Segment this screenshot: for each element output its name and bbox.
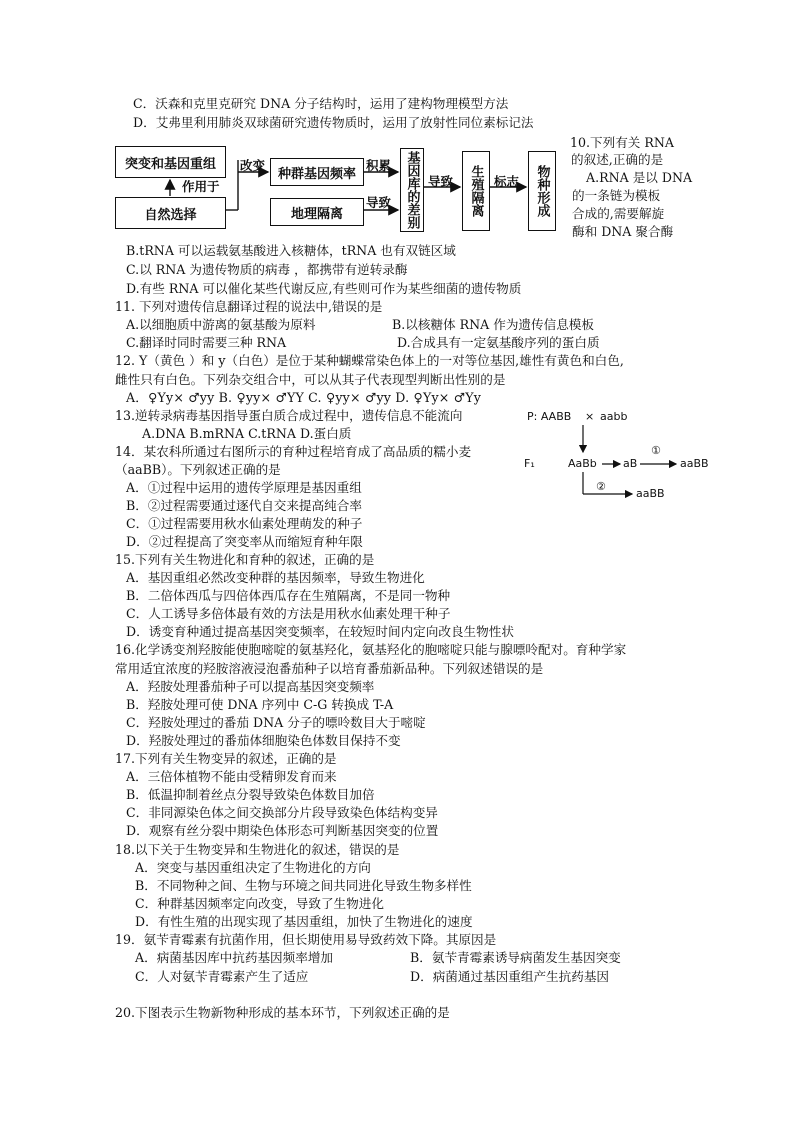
q16-option-b: B．羟胺处理可使 DNA 序列中 C-G 转换成 T-A (126, 697, 394, 712)
q12-stem-2: 雌性只有白色。下列杂交组合中，可以从其子代表现型判断出性别的是 (115, 372, 506, 387)
q12-options: A．♀Yy× ♂yy B. ♀yy× ♂YY C. ♀yy× ♂yy D. ♀Yy× ♂Yy (126, 390, 482, 405)
q11-option-b: B.以核糖体 RNA 作为遗传信息模板 (392, 317, 594, 332)
box-geographic-isolation: 地理隔离 (270, 198, 364, 226)
label-acts-on: 作用于 (182, 179, 220, 194)
q19-stem: 19．氨苄青霉素有抗菌作用，但长期使用易导致药效下降。其原因是 (115, 932, 497, 947)
q17-option-a: A．三倍体植物不能由受精卵发育而来 (126, 769, 337, 784)
q15-option-a: A．基因重组必然改变种群的基因频率，导致生物进化 (126, 570, 425, 585)
breeding-cross-sign: × (585, 410, 595, 423)
q19-option-d: D．病菌通过基因重组产生抗药基因 (410, 969, 610, 984)
q18-option-b: B．不同物种之间、生物与环境之间共同进化导致生物多样性 (135, 878, 472, 893)
q17-option-c: C．非同源染色体之间交换部分片段导致染色体结构变异 (126, 805, 438, 820)
q10-option-d: D.有些 RNA 可以催化某些代谢反应,有些则可作为某些细菌的遗传物质 (126, 281, 522, 296)
q19-option-b: B．氨苄青霉素诱导病菌发生基因突变 (410, 950, 621, 965)
q13-stem: 13.逆转录病毒基因指导蛋白质合成过程中，遗传信息不能流向 (115, 408, 463, 423)
q15-stem: 15.下列有关生物进化和育种的叙述，正确的是 (115, 552, 375, 567)
q14-option-d: D．②过程提高了突变率从而缩短育种年限 (126, 534, 363, 549)
breeding-result-1: aaBB (680, 457, 709, 470)
q16-option-a: A．羟胺处理番茄种子可以提高基因突变频率 (126, 679, 375, 694)
q16-stem-2: 常用适宜浓度的羟胺溶液浸泡番茄种子以培育番茄新品种。下列叙述错误的是 (115, 661, 544, 676)
box-gene-pool-difference: 基因库的差别 (400, 148, 424, 232)
box-reproductive-isolation: 生殖隔离 (462, 151, 490, 231)
q19-option-a: A．病菌基因库中抗药基因频率增加 (135, 950, 334, 965)
prev-option-d: D．艾弗里利用肺炎双球菌研究遗传物质时，运用了放射性同位素标记法 (133, 115, 534, 130)
label-accumulate: 积累 (366, 158, 392, 173)
breeding-f1-label: F₁ (524, 457, 535, 470)
q20-stem: 20.下图表示生物新物种形成的基本环节，下列叙述正确的是 (115, 1005, 450, 1020)
q18-option-a: A．突变与基因重组决定了生物进化的方向 (135, 860, 371, 875)
prev-option-c: C．沃森和克里克研究 DNA 分子结构时，运用了建构物理模型方法 (133, 96, 509, 111)
q18-stem: 18.以下关于生物变异和生物进化的叙述，错误的是 (115, 842, 400, 857)
q10-stem-1: 10.下列有关 RNA (570, 135, 675, 150)
q17-stem: 17.下列有关生物变异的叙述，正确的是 (115, 751, 337, 766)
q11-stem: 11. 下列对遗传信息翻译过程的说法中,错误的是 (115, 299, 383, 314)
q14-option-a: A．①过程中运用的遗传学原理是基因重组 (126, 480, 362, 495)
breeding-result-2: aaBB (636, 487, 665, 500)
box-natural-selection: 自然选择 (115, 197, 226, 229)
label-mark: 标志 (494, 174, 520, 189)
breeding-p-label: P: AABB (527, 410, 572, 423)
q10-option-a-1: A.RNA 是以 DNA (586, 170, 693, 185)
q10-stem-2: 的叙述,正确的是 (571, 152, 664, 167)
q12-stem-1: 12. Y（黄色 ）和 y（白色）是位于某种蝴蝶常染色体上的一对等位基因,雄性有黄色和白色, (115, 353, 624, 368)
breeding-gamete: aB (623, 457, 638, 470)
q10-option-a-2: 的一条链为模板 (572, 188, 661, 203)
q14-option-b: B．②过程需要通过逐代自交来提高纯合率 (126, 498, 362, 513)
q19-option-c: C．人对氨苄青霉素产生了适应 (135, 969, 309, 984)
label-lead-1: 导致 (366, 195, 392, 210)
q17-option-b: B．低温抑制着丝点分裂导致染色体数目加倍 (126, 787, 375, 802)
breeding-f1: AaBb (568, 457, 597, 470)
q18-option-c: C．种群基因频率定向改变，导致了生物进化 (135, 896, 384, 911)
breeding-step-1: ① (651, 444, 661, 457)
q11-option-a: A.以细胞质中游离的氨基酸为原料 (126, 317, 316, 332)
q10-option-c: C.以 RNA 为遗传物质的病毒 ，都携带有逆转录酶 (126, 262, 408, 277)
q10-option-b: B.tRNA 可以运载氨基酸进入核糖体，tRNA 也有双链区域 (126, 243, 456, 258)
label-change: 改变 (240, 158, 266, 173)
q15-option-d: D．诱变育种通过提高基因突变频率，在较短时间内定向改良生物性状 (126, 624, 514, 639)
q14-stem-2: （aaBB）。下列叙述正确的是 (115, 462, 281, 477)
q14-stem-1: 14．某农科所通过右图所示的育种过程培育成了高品质的糯小麦 (115, 444, 472, 459)
box-species-formation: 物种形成 (528, 151, 556, 231)
breeding-parent-2: aabb (600, 410, 628, 423)
q13-options: A.DNA B.mRNA C.tRNA D.蛋白质 (142, 426, 352, 441)
box-mutation: 突变和基因重组 (115, 146, 226, 178)
q11-option-c: C.翻译时同时需要三种 RNA (126, 335, 287, 350)
q18-option-d: D．有性生殖的出现实现了基因重组，加快了生物进化的速度 (135, 914, 473, 929)
q14-option-c: C．①过程需要用秋水仙素处理萌发的种子 (126, 516, 363, 531)
breeding-step-2: ② (596, 480, 606, 493)
q17-option-d: D．观察有丝分裂中期染色体形态可判断基因突变的位置 (126, 823, 439, 838)
q10-option-a-3: 合成的,需要解旋 (572, 206, 665, 221)
q11-option-d: D.合成具有一定氨基酸序列的蛋白质 (397, 335, 600, 350)
q16-stem-1: 16.化学诱变剂羟胺能使胞嘧啶的氨基羟化，氨基羟化的胞嘧啶只能与腺嘌呤配对。育种学家 (115, 642, 627, 657)
box-gene-frequency: 种群基因频率 (270, 158, 364, 186)
q15-option-c: C．人工诱导多倍体最有效的方法是用秋水仙素处理干种子 (126, 606, 451, 621)
q16-option-c: C．羟胺处理过的番茄 DNA 分子的嘌呤数目大于嘧啶 (126, 715, 426, 730)
label-lead-2: 导致 (428, 174, 454, 189)
q15-option-b: B．二倍体西瓜与四倍体西瓜存在生殖隔离，不是同一物种 (126, 588, 451, 603)
q10-option-a-4: 酶和 DNA 聚合酶 (572, 224, 674, 239)
q16-option-d: D．羟胺处理过的番茄体细胞染色体数目保持不变 (126, 733, 401, 748)
